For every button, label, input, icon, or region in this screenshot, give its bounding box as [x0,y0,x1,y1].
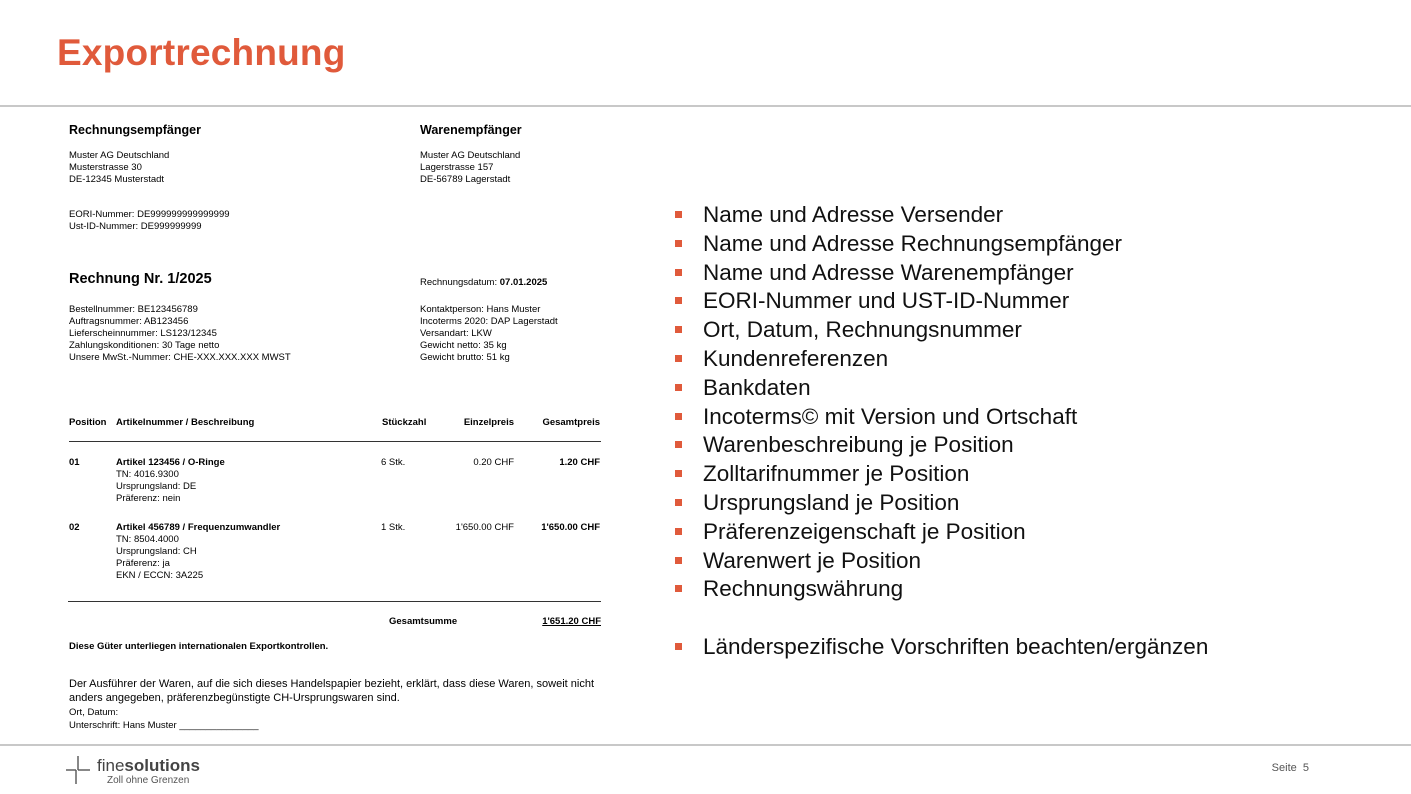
list-item [675,287,1375,316]
page-label: Seite [1271,762,1297,774]
reference-line: Lieferscheinnummer: LS123/12345 [69,328,217,339]
export-control-note: Diese Güter unterliegen internationalen Exportkontrollen. [69,641,329,652]
recipient-line: DE-12345 Musterstadt [69,174,165,185]
reference-line: Bestellnummer: BE123456789 [69,304,198,315]
consignee-heading: Warenempfänger [420,123,522,137]
item-detail: Ursprungsland: DE [116,481,197,492]
sum-value: 1'651.20 CHF [542,616,601,627]
header-divider [0,105,1411,107]
invoice-date-label: Rechnungsdatum: [420,277,500,288]
list-item-label: Präferenzeigenschaft je Position [703,518,1026,544]
page-indicator [1272,762,1309,774]
logo-tagline: Zoll ohne Grenzen [107,775,190,786]
column-position: Position [69,417,107,428]
eori-number: EORI-Nummer: DE999999999999999 [69,209,230,220]
references-left [69,304,291,364]
company-logo [66,756,266,790]
square-bullet-icon [675,326,682,333]
list-item [675,575,1375,604]
list-item [675,633,1375,662]
origin-declaration [69,677,594,705]
recipient-line: Musterstrasse 30 [69,162,142,173]
column-article: Artikelnummer / Beschreibung [116,417,255,428]
declaration-line: anders angegeben, präferenzbegünstigte CH-Ursprungswaren sind. [69,692,400,704]
invoice-number: Rechnung Nr. 1/2025 [69,271,212,287]
item-detail: Präferenz: ja [116,558,170,569]
table-header-divider [69,441,601,442]
list-item-label: Name und Adresse Rechnungsempfänger [703,230,1123,256]
consignee-address [420,150,520,186]
list-item [675,259,1375,288]
item-detail: TN: 4016.9300 [116,469,179,480]
item-quantity: 6 Stk. [381,457,406,468]
item-detail: Präferenz: nein [116,493,181,504]
item-unit-price: 1'650.00 CHF [455,522,514,533]
list-item-label: EORI-Nummer und UST-ID-Nummer [703,288,1070,314]
list-item-label: Ort, Datum, Rechnungsnummer [703,317,1022,343]
reference-line: Auftragsnummer: AB123456 [69,316,189,327]
square-bullet-icon [675,355,682,362]
list-item [675,230,1375,259]
list-item [675,489,1375,518]
references-right [420,304,558,364]
list-item [675,374,1375,403]
page-number: 5 [1302,762,1309,774]
item-unit-price: 0.20 CHF [473,457,514,468]
reference-line: Incoterms 2020: DAP Lagerstadt [420,316,558,327]
consignee-line: Lagerstrasse 157 [420,162,494,173]
column-unit-price: Einzelpreis [463,417,514,428]
list-item-label: Warenbeschreibung je Position [703,432,1014,458]
item-title: Artikel 123456 / O-Ringe [116,457,225,468]
list-item-label: Ursprungsland je Position [703,489,960,515]
item-total: 1.20 CHF [559,457,600,468]
square-bullet-icon [675,384,682,391]
list-item-label: Zolltarifnummer je Position [703,461,970,487]
square-bullet-icon [675,297,682,304]
square-bullet-icon [675,211,682,218]
sum-label: Gesamtsumme [389,616,458,627]
square-bullet-icon [675,557,682,564]
list-item-label: Name und Adresse Warenempfänger [703,259,1074,285]
item-position: 01 [69,457,80,468]
list-item [675,518,1375,547]
reference-line: Kontaktperson: Hans Muster [420,304,541,315]
item-description [116,522,280,582]
slide-title: Exportrechnung [57,32,346,73]
column-total-price: Gesamtpreis [542,417,600,428]
recipient-tax-ids [69,209,230,233]
square-bullet-icon [675,585,682,592]
place-date: Ort, Datum: [69,707,119,718]
square-bullet-icon [675,269,682,276]
reference-line: Gewicht brutto: 51 kg [420,352,510,363]
signature-line: Unterschrift: Hans Muster _______________ [69,720,259,731]
requirements-list [675,201,1375,662]
column-quantity: Stückzahl [382,417,427,428]
invoice-date-value: 07.01.2025 [499,277,548,288]
logo-mark-icon [66,756,90,784]
recipient-line: Muster AG Deutschland [69,150,170,161]
consignee-line: DE-56789 Lagerstadt [420,174,511,185]
square-bullet-icon [675,441,682,448]
list-item [675,460,1375,489]
reference-line: Unsere MwSt.-Nummer: CHE-XXX.XXX.XXX MWST [69,352,291,363]
invoice-document [69,120,604,740]
recipient-heading: Rechnungsempfänger [69,123,201,137]
consignee-line: Muster AG Deutschland [420,150,521,161]
square-bullet-icon [675,528,682,535]
item-total: 1'650.00 CHF [541,522,600,533]
list-item [675,547,1375,576]
list-item-label: Kundenreferenzen [703,345,889,371]
logo-wordmark [97,756,200,776]
reference-line: Versandart: LKW [420,328,492,339]
square-bullet-icon [675,470,682,477]
list-item-label: Incoterms© mit Version und Ortschaft [703,403,1078,429]
item-position: 02 [69,522,80,533]
square-bullet-icon [675,413,682,420]
item-quantity: 1 Stk. [381,522,406,533]
list-item [675,403,1375,432]
reference-line: Zahlungskonditionen: 30 Tage netto [69,340,220,351]
square-bullet-icon [675,240,682,247]
item-description [116,457,225,505]
table-footer-divider [68,601,601,602]
square-bullet-icon [675,643,682,650]
list-item-label: Bankdaten [703,374,811,400]
ust-id-number: Ust-ID-Nummer: DE999999999 [69,221,202,232]
logo-wordmark-bold: solutions [124,756,200,775]
recipient-address [69,150,169,186]
logo-wordmark-light: fine [97,756,125,775]
list-item-label: Länderspezifische Vorschriften beachten/ergänzen [703,633,1209,659]
list-item [675,316,1375,345]
square-bullet-icon [675,499,682,506]
item-title: Artikel 456789 / Frequenzumwandler [116,522,281,533]
list-item-label: Name und Adresse Versender [703,202,1004,227]
item-detail: EKN / ECCN: 3A225 [116,570,204,581]
list-item-label: Warenwert je Position [703,547,922,573]
reference-line: Gewicht netto: 35 kg [420,340,507,351]
declaration-line: Der Ausführer der Waren, auf die sich dieses Handelspapier bezieht, erklärt, dass diese Waren, soweit nicht [69,678,594,690]
list-item [675,201,1375,230]
footer-divider [0,744,1411,746]
list-item [675,345,1375,374]
invoice-date [420,277,547,289]
list-item [675,431,1375,460]
item-detail: Ursprungsland: CH [116,546,197,557]
list-item-label: Rechnungswährung [703,576,904,602]
item-detail: TN: 8504.4000 [116,534,179,545]
